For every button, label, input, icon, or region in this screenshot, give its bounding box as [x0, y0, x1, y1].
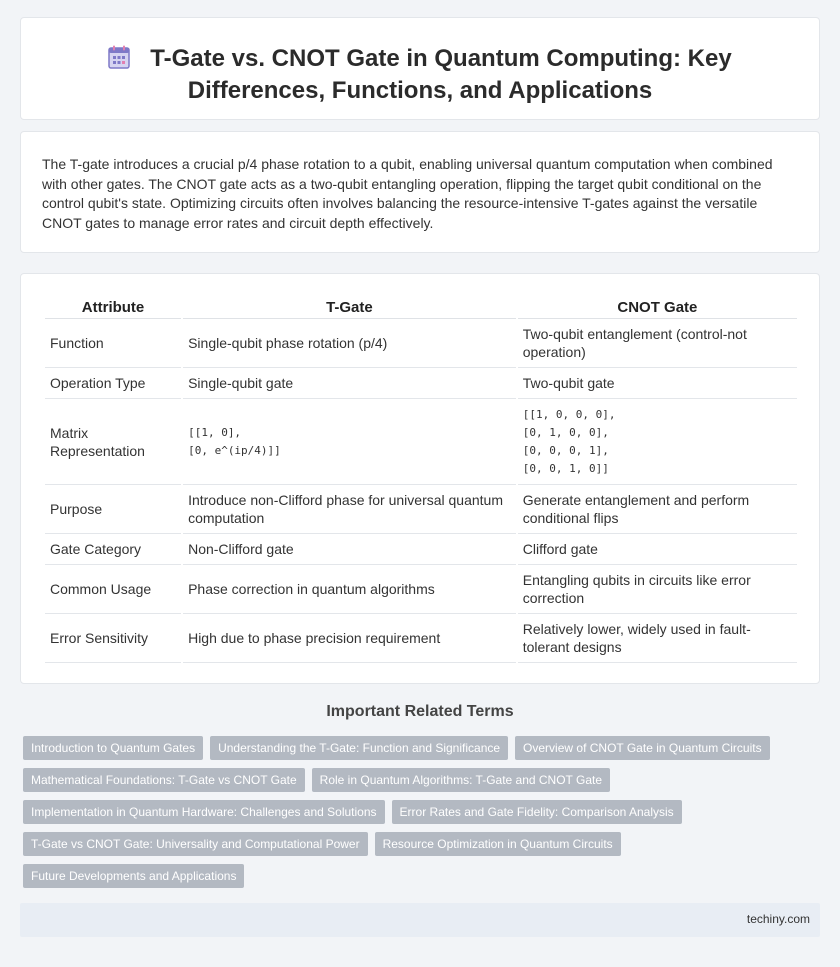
cell-attribute: Matrix Representation [45, 399, 181, 485]
title-wrap [61, 43, 779, 107]
related-term-tag[interactable]: Understanding the T-Gate: Function and Significance [210, 736, 508, 760]
table-row [45, 368, 797, 399]
cell-t-gate: Phase correction in quantum algorithms [183, 565, 516, 614]
table-row [45, 319, 797, 368]
header-t-gate: T-Gate [183, 296, 516, 319]
cell-cnot-gate: Generate entanglement and perform conditional flips [518, 485, 797, 534]
cell-t-gate: Single-qubit phase rotation (p/4) [183, 319, 516, 368]
related-terms-list [23, 736, 823, 888]
cell-attribute: Common Usage [45, 565, 181, 614]
intro-paragraph: The T-gate introduces a crucial p/4 phase rotation to a qubit, enabling universal quantum computation when combined with other gates. The CNOT gate acts as a two-qubit entangling operation, flipping the target qubit conditional on the control qubit's state. Optimizing circuits often involves balancing the resource-intensive T-gates against the versatile CNOT gates to manage error rates and circuit depth effectively. [42, 156, 773, 231]
related-term-tag[interactable]: T-Gate vs CNOT Gate: Universality and Computational Power [23, 832, 368, 856]
footer [20, 903, 820, 937]
page-title: T-Gate vs. CNOT Gate in Quantum Computing: Key Differences, Functions, and Applications [150, 45, 732, 104]
title-card [20, 17, 820, 120]
comparison-card [20, 273, 820, 684]
table-row [45, 485, 797, 534]
cell-attribute: Operation Type [45, 368, 181, 399]
related-term-tag[interactable]: Mathematical Foundations: T-Gate vs CNOT Gate [23, 768, 305, 792]
calendar-grid-icon [108, 45, 130, 69]
related-term-tag[interactable]: Future Developments and Applications [23, 864, 244, 888]
cell-attribute: Error Sensitivity [45, 614, 181, 663]
footer-site-link[interactable]: techiny.com [746, 912, 810, 926]
cell-t-gate: Non-Clifford gate [183, 534, 516, 565]
table-row [45, 565, 797, 614]
cell-cnot-gate: Entangling qubits in circuits like error correction [518, 565, 797, 614]
table-row [45, 614, 797, 663]
cell-t-gate: Introduce non-Clifford phase for universal quantum computation [183, 485, 516, 534]
cell-attribute: Purpose [45, 485, 181, 534]
comparison-table [43, 296, 799, 663]
related-term-tag[interactable]: Error Rates and Gate Fidelity: Comparison Analysis [392, 800, 682, 824]
cell-cnot-gate: Two-qubit entanglement (control-not operation) [518, 319, 797, 368]
cell-cnot-gate: Relatively lower, widely used in fault-tolerant designs [518, 614, 797, 663]
table-row [45, 399, 797, 485]
table-header-row [45, 296, 797, 319]
cell-cnot-gate-matrix: [[1, 0, 0, 0], [0, 1, 0, 0], [0, 0, 0, 1], [0, 0, 1, 0]] [518, 399, 797, 485]
cell-t-gate: High due to phase precision requirement [183, 614, 516, 663]
related-term-tag[interactable]: Overview of CNOT Gate in Quantum Circuits [515, 736, 770, 760]
related-term-tag[interactable]: Implementation in Quantum Hardware: Challenges and Solutions [23, 800, 385, 824]
intro-card [20, 131, 820, 253]
cell-t-gate: Single-qubit gate [183, 368, 516, 399]
related-term-tag[interactable]: Introduction to Quantum Gates [23, 736, 203, 760]
cell-t-gate-matrix: [[1, 0], [0, e^(ip/4)]] [183, 399, 516, 485]
related-terms-heading: Important Related Terms [326, 703, 514, 720]
header-cnot-gate: CNOT Gate [518, 296, 797, 319]
cell-attribute: Gate Category [45, 534, 181, 565]
related-term-tag[interactable]: Resource Optimization in Quantum Circuits [375, 832, 621, 856]
related-term-tag[interactable]: Role in Quantum Algorithms: T-Gate and CNOT Gate [312, 768, 610, 792]
header-attribute: Attribute [45, 296, 181, 319]
cell-attribute: Function [45, 319, 181, 368]
table-row [45, 534, 797, 565]
cell-cnot-gate: Clifford gate [518, 534, 797, 565]
cell-cnot-gate: Two-qubit gate [518, 368, 797, 399]
